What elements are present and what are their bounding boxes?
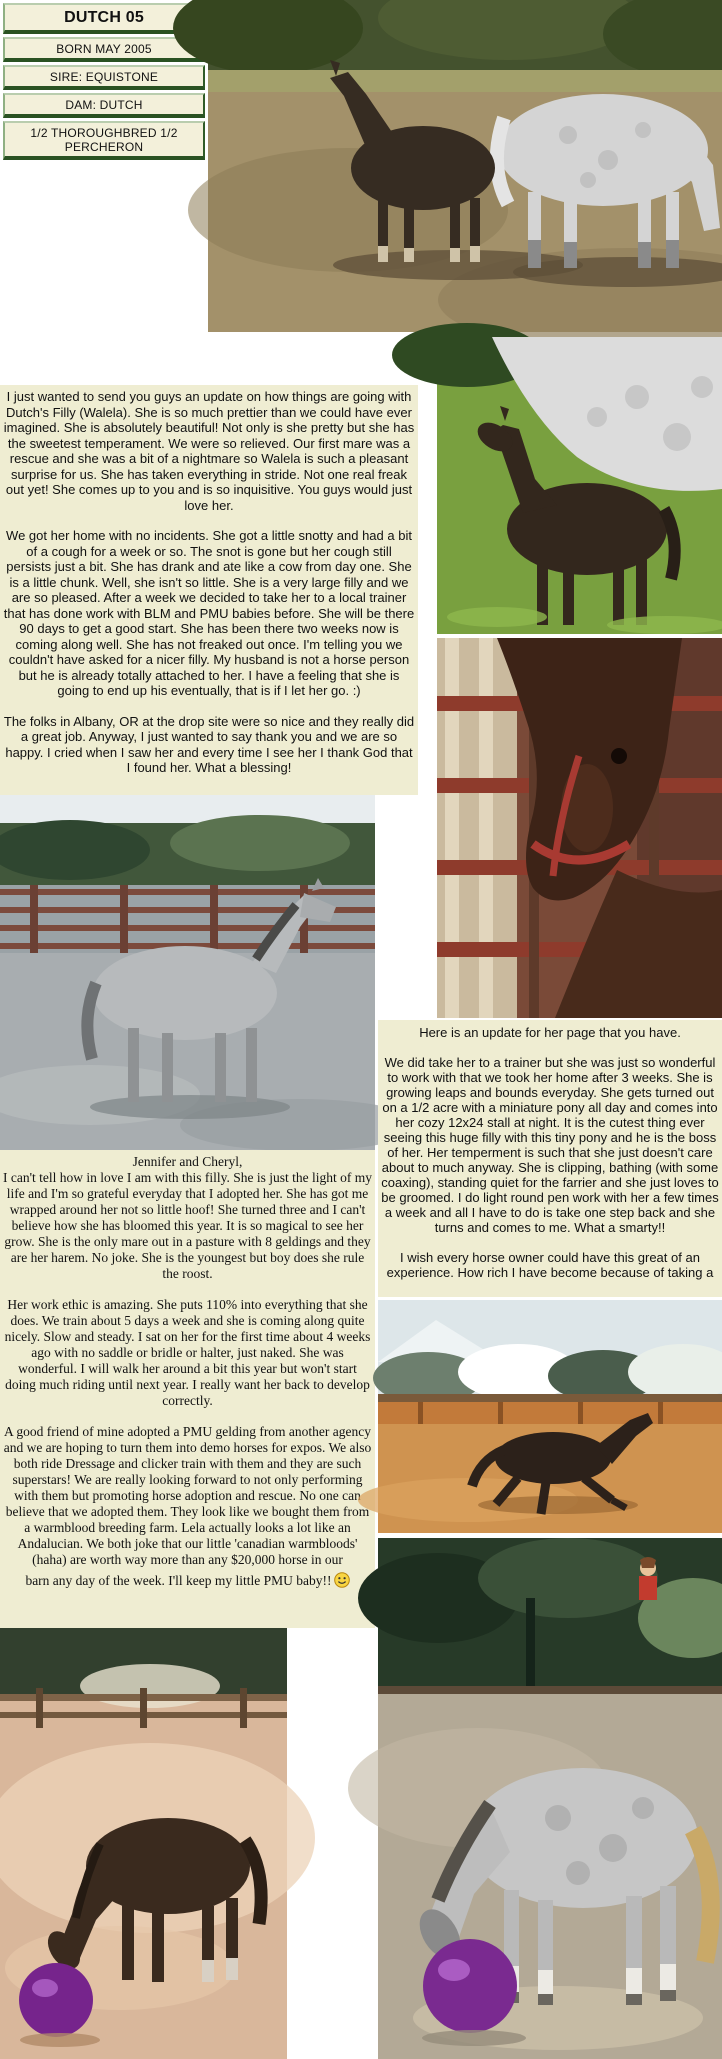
adopter-letter-closing-line: barn any day of the week. I'll keep my little PMU baby!! <box>2 1572 373 1592</box>
page-update-paragraph-2: I wish every horse owner could have this great of an experience. How rich I have become because of taking a <box>386 1250 714 1280</box>
photo-mare-and-foal-pasture <box>208 0 722 332</box>
smiley-face-icon <box>334 1572 350 1592</box>
page-update-block <box>378 1020 722 1297</box>
page-update-intro: Here is an update for her page that you have. <box>419 1025 681 1040</box>
adopter-letter-paragraph-3: A good friend of mine adopted a PMU gelding from another agency and we are hoping to turn them into demo horses for expos. We also both ride Dressage and clicker train with them and they are such superstars! We are really looking forward to not only performing with them but promoting horse adoption and rescue. No one can believe that we adopted them. They look like we bought them from a warmblood breeding farm. Lela actually looks a lot like an Andalucian. We both joke that our little 'canadian warmbloods' (haha) are worth way more than any $20,000 horse in our <box>3 1424 372 1567</box>
photo-dark-horse-purple-ball <box>0 1628 287 2059</box>
adopter-letter-paragraph-1: I can't tell how in love I am with this filly. She is just the light of my life and I'm so grateful everyday that I adopted her. She has got me wrapped around her not so little hoof! She turned three and I can't believe how she has bloomed this year. It is so magical to see her grow. She is the only mare out in a pasture with 8 geldings and they are her harem. No joke. She is the youngest but boy does she rule the roost. <box>2 1170 372 1281</box>
adopter-letter-salutation: Jennifer and Cheryl, <box>132 1154 243 1169</box>
update-letter-paragraph-1: I just wanted to send you guys an update on how things are going with Dutch's Filly (Walela). She is so much prettier than we could have ever imagined. She is absolutely beautiful! Not only is she pretty but she has the sweetest temperament. We were so relieved. Our first mare was a rescue and she was a bit of a nightmare so Walela is such a pleasant surprise for us. She has taken everything in stride. Not one real freak out yet! She comes up to you and is so inquisitive. You guys would just love her. <box>3 389 415 513</box>
horse-name-title: DUTCH 05 <box>3 3 205 34</box>
photo-horse-trotting-arena <box>378 1300 722 1533</box>
photo-dark-foal-grass <box>437 337 722 634</box>
update-letter-paragraph-3: The folks in Albany, OR at the drop site were so nice and they really did a great job. Anyway, I just wanted to say thank you and we are so happy. I cried when I saw her and every time I see her I thank God that I found her. What a blessing! <box>3 713 415 775</box>
adopter-letter-block <box>0 1150 375 1628</box>
info-row-sire: SIRE: EQUISTONE <box>3 65 205 90</box>
photo-horse-head-closeup <box>437 638 722 1018</box>
update-letter-paragraph-2: We got her home with no incidents. She got a little snotty and had a bit of a cough for a week or so. The snot is gone but her cough still persists just a bit. She has drank and ate like a cow from day one. She is a little chunk. Well, she isn't so little. She is a very large filly and we are so pleased. After a week we decided to take her to a local trainer that has done work with BLM and PMU babies before. She will be there 90 days to get a good start. She has been there two weeks now is coming along well. She has not freaked out once. I'm telling you we couldn't have asked for a nicer filly. My husband is not a horse person but he is already totally attached to her. I have a feeling that she is going to end up his eventually, that is if I let her go. :) <box>3 528 415 698</box>
photo-gray-horse-purple-ball <box>378 1538 722 2059</box>
update-letter-block <box>0 385 418 795</box>
info-row-born: BORN MAY 2005 <box>3 37 205 62</box>
info-row-dam: DAM: DUTCH <box>3 93 205 118</box>
info-row-breed: 1/2 THOROUGHBRED 1/2 PERCHERON <box>3 121 205 160</box>
photo-gray-horse-pen <box>0 795 375 1150</box>
adopter-letter-paragraph-2: Her work ethic is amazing. She puts 110% into everything that she does. We train about 5 days a week and she is coming along quite nicely. Slow and steady. I sat on her for the first time about 4 weeks ago with no saddle or bridle or halter, just naked. She was wonderful. I will walk her around a bit this year but won't start doing much riding until next year. I really want her back to develop correctly. <box>4 1297 371 1408</box>
page-update-paragraph-1: We did take her to a trainer but she was just so wonderful to work with that we took her home after 3 weeks. She is growing leaps and bounds everyday. She gets turned out on a 1/2 acre with a miniature pony all day and comes into her cozy 12x24 stall at night. It is the cutest thing ever seeing this huge filly with this tiny pony and he is the boss of her. Her temperment is such that she just doesn't care about to much anyway. She is clipping, bathing (with some coaxing), standing quiet for the farrier and she just loves to be groomed. I do light round pen work with her a few times a week and all I have to do is take one step back and she turns and comes to me. What a smarty!! <box>381 1055 719 1235</box>
